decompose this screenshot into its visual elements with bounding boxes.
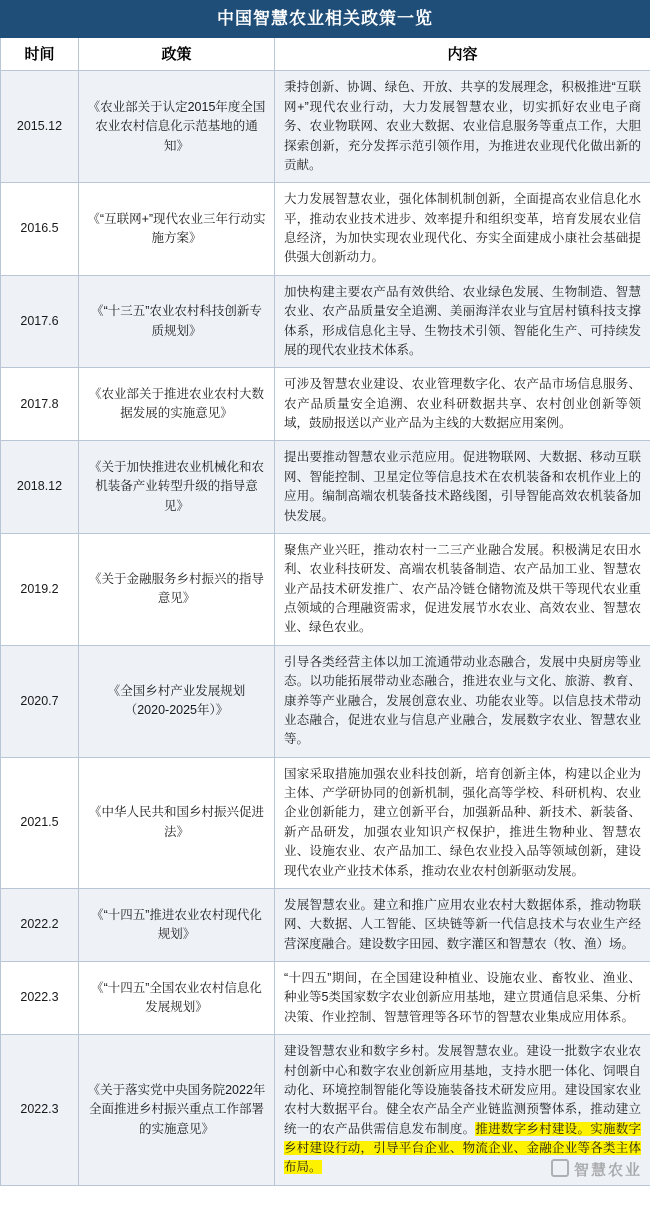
cell-time: 2017.6: [1, 275, 79, 368]
table-row: [1, 645, 650, 757]
table-row: [1, 71, 650, 183]
cell-policy: 《关于落实党中央国务院2022年全面推进乡村振兴重点工作部署的实施意见》: [79, 1035, 275, 1186]
cell-time: 2015.12: [1, 71, 79, 183]
watermark-text: 智慧农业: [573, 1161, 642, 1179]
content-text-plain: 建设智慧农业和数字乡村。发展智慧农业。建设一批数字农业农村创新中心和数字农业创新应用基地，支持水肥一体化、饲喂自动化、环境控制智能化等设施装备技术研发应用。建设国家农业农村大数据平台。健全农产品全产业链监测预警体系，推动建立统一的农产品供需信息发布制度。: [284, 1044, 641, 1136]
cell-time: 2022.2: [1, 888, 79, 961]
cell-content: 引导各类经营主体以加工流通带动业态融合，发展中央厨房等业态。以功能拓展带动业态融合，推进农业与文化、旅游、教育、康养等产业融合，发展创意农业、功能农业等。以信息技术带动业态融合，促进农业与信息产业融合，发展数字农业、智慧农业等。: [275, 645, 650, 757]
cell-time: 2017.8: [1, 368, 79, 441]
cell-policy: 《“十三五”农业农村科技创新专质规划》: [79, 275, 275, 368]
cell-content: 国家采取措施加强农业科技创新，培育创新主体，构建以企业为主体、产学研协同的创新机制，强化高等学校、科研机构、农业企业创新能力，建立创新平台，加强新品种、新技术、新装备、新产品研发，加强农业知识产权保护，推进生物种业、智慧农业、设施农业、农产品加工、绿色农业投入品等领域创新，建设现代农业产业技术体系，推动农业农村创新驱动发展。: [275, 757, 650, 888]
cell-policy: 《农业部关于认定2015年度全国农业农村信息化示范基地的通知》: [79, 71, 275, 183]
table-header-row: [1, 38, 650, 71]
table-row: [1, 757, 650, 888]
column-header-policy: 政策: [79, 38, 275, 71]
column-header-time: 时间: [1, 38, 79, 71]
cell-policy: 《“互联网+”现代农业三年行动实施方案》: [79, 183, 275, 276]
cell-policy: 《关于金融服务乡村振兴的指导意见》: [79, 533, 275, 645]
cell-content: “十四五”期间，在全国建设种植业、设施农业、畜牧业、渔业、种业等5类国家数字农业创新应用基地，建立贯通信息采集、分析决策、作业控制、智慧管理等各环节的智慧农业集成应用体系。: [275, 962, 650, 1035]
table-row: [1, 533, 650, 645]
cell-policy: 《关于加快推进农业机械化和农机装备产业转型升级的指导意见》: [79, 441, 275, 534]
cell-content: 加快构建主要农产品有效供给、农业绿色发展、生物制造、智慧农业、农产品质量安全追溯、美丽海洋农业与宜居村镇科技支撑体系，形成信息化主导、生物技术引领、智能化生产、可持续发展的现代农业技术体系。: [275, 275, 650, 368]
cell-time: 2022.3: [1, 962, 79, 1035]
cell-content: 提出要推动智慧农业示范应用。促进物联网、大数据、移动互联网、智能控制、卫星定位等信息技术在农机装备和农机作业上的应用。编制高端农机装备技术路线图，引导智能高效农机装备加快发展。: [275, 441, 650, 534]
cell-content: 发展智慧农业。建立和推广应用农业农村大数据体系，推动物联网、大数据、人工智能、区块链等新一代信息技术与农业生产经营深度融合。建设数字田园、数字灌区和智慧农（牧、渔）场。: [275, 888, 650, 961]
cell-content-highlighted: [275, 1035, 650, 1186]
cell-time: 2022.3: [1, 1035, 79, 1186]
cell-content: 大力发展智慧农业，强化体制机制创新，全面提高农业信息化水平，推动农业技术进步、效率提升和组织变革，培育发展农业信息经济，为加快实现农业现代化、夯实全面建成小康社会基础提供强大创新动力。: [275, 183, 650, 276]
table-row: [1, 441, 650, 534]
cell-policy: 《“十四五”全国农业农村信息化发展规划》: [79, 962, 275, 1035]
cell-content: 可涉及智慧农业建设、农业管理数字化、农产品市场信息服务、农产品质量安全追溯、农业科研数据共享、农村创业创新等领域，鼓励报送以产业产品为主线的大数据应用案例。: [275, 368, 650, 441]
table-body: [1, 71, 650, 1185]
column-header-content: 内容: [275, 38, 650, 71]
table-row: [1, 888, 650, 961]
cell-policy: 《“十四五”推进农业农村现代化规划》: [79, 888, 275, 961]
table-row: [1, 962, 650, 1035]
cell-time: 2020.7: [1, 645, 79, 757]
table-row: [1, 368, 650, 441]
cell-policy: 《全国乡村产业发展规划（2020-2025年）》: [79, 645, 275, 757]
table-header: [1, 38, 650, 71]
table-row: [1, 1035, 650, 1186]
cell-policy: 《中华人民共和国乡村振兴促进法》: [79, 757, 275, 888]
table-row: [1, 275, 650, 368]
content-text-highlighted: 推进数字乡村建设。实施数字乡村建设行动，引导平台企业、物流企业、金融企业等各类主体布局。: [284, 1121, 641, 1175]
cell-content: 聚焦产业兴旺，推动农村一二三产业融合发展。积极满足农田水利、农业科技研发、高端农机装备制造、农产品加工业、智慧农业产品技术研发推广、农产品冷链仓储物流及烘干等现代农业重点领域的合理融资需求，促进发展节水农业、高效农业、智慧农业、绿色农业。: [275, 533, 650, 645]
cell-policy: 《农业部关于推进农业农村大数据发展的实施意见》: [79, 368, 275, 441]
cell-time: 2019.2: [1, 533, 79, 645]
table-row: [1, 183, 650, 276]
policy-table: [0, 38, 650, 1185]
cell-time: 2016.5: [1, 183, 79, 276]
cell-time: 2018.12: [1, 441, 79, 534]
page-title: 中国智慧农业相关政策一览: [0, 0, 650, 38]
cell-time: 2021.5: [1, 757, 79, 888]
cell-content: 秉持创新、协调、绿色、开放、共享的发展理念，积极推进“互联网+”现代农业行动，大力发展智慧农业，切实抓好农业电子商务、农业物联网、农业大数据、农业信息服务等重点工作，大胆探索创新，充分发挥示范引领作用，为推进农业现代化做出新的贡献。: [275, 71, 650, 183]
